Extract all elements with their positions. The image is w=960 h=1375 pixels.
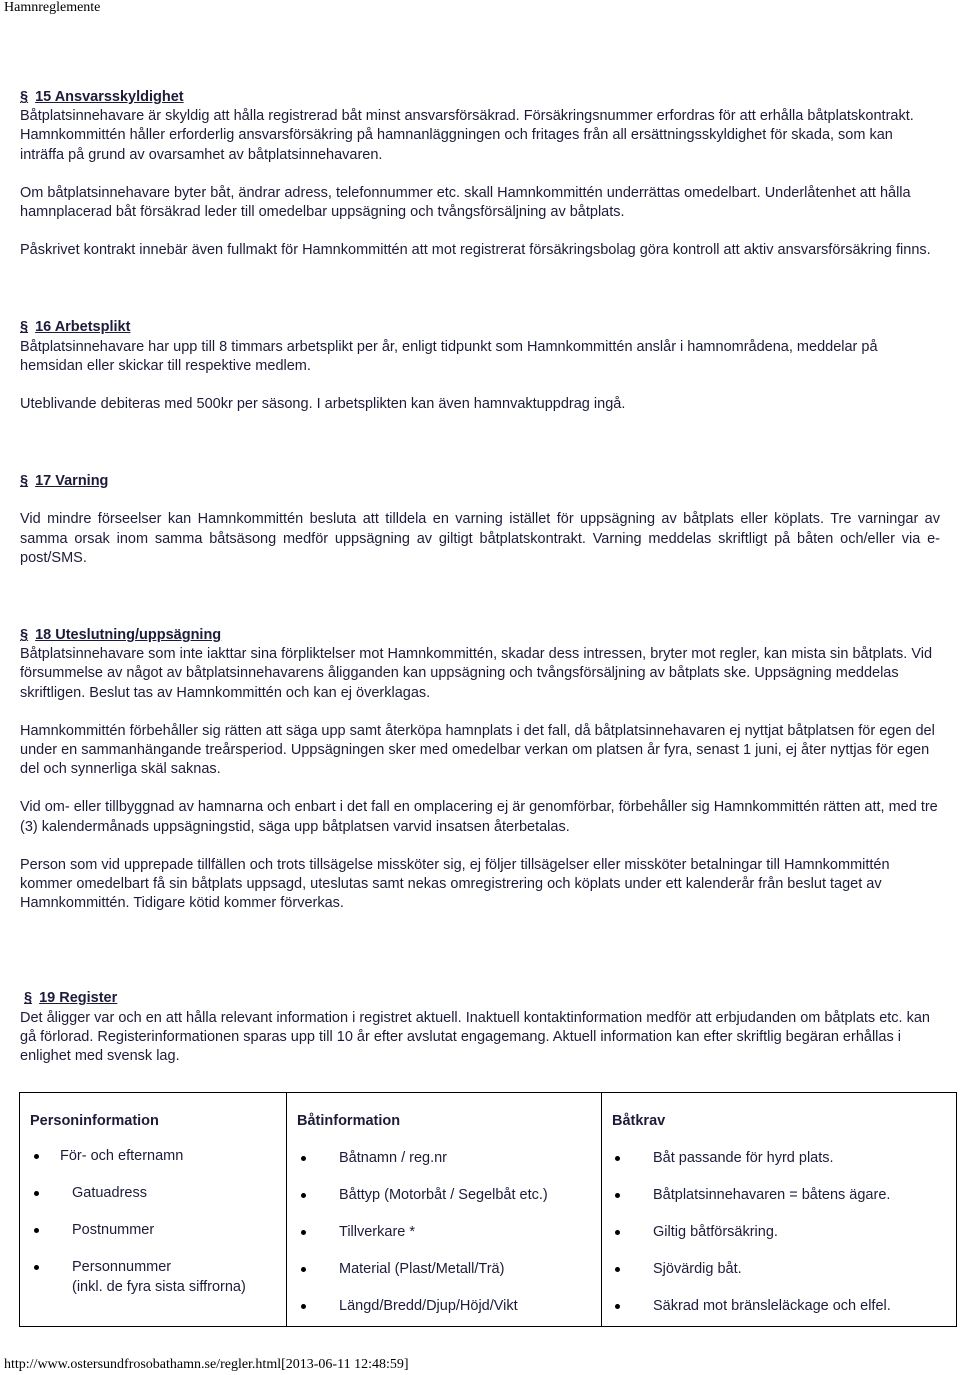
bullet-icon <box>301 1193 306 1198</box>
section-15-paragraph-2: Om båtplatsinnehavare byter båt, ändrar adress, telefonnummer etc. skall Hamnkommittén underrättas omedelbart. Underlåtenhet att hålla hamnplacerad båt försäkrad leder till omedelbar uppsägning och tvångsförsäljning av båtplats. <box>20 184 911 221</box>
bullet-icon <box>34 1191 39 1196</box>
column-heading: Båtinformation <box>297 1113 401 1129</box>
bullet-icon <box>615 1304 620 1309</box>
bullet-icon <box>301 1230 306 1235</box>
table-column-batkrav <box>602 1093 956 1326</box>
list-item-label: Postnummer <box>72 1222 155 1238</box>
section-18-title: 18 Uteslutning/uppsägning <box>35 627 222 644</box>
section-15 <box>20 88 940 260</box>
bullet-icon <box>301 1156 306 1161</box>
section-16-paragraph-2: Uteblivande debiteras med 500kr per säsong. I arbetsplikten kan även hamnvaktuppdrag ingå. <box>20 396 626 413</box>
list-item-continuation <box>72 1277 246 1297</box>
section-sign: § <box>20 627 29 644</box>
list-item-label: Längd/Bredd/Djup/Höjd/Vikt <box>339 1298 518 1314</box>
section-16-paragraph-1: Båtplatsinnehavare har upp till 8 timmars arbetsplikt per år, enligt tidpunkt som Hamnkommittén anslår i hamnområdena, meddelar på hemsidan eller skickar till respektive medlem. <box>20 338 878 374</box>
list-item-label: Säkrad mot bränsleläckage och elfel. <box>653 1298 891 1314</box>
column-heading: Båtkrav <box>612 1113 666 1129</box>
section-sign: § <box>20 473 29 490</box>
section-19 <box>20 989 940 1066</box>
section-sign: § <box>24 990 33 1007</box>
bullet-icon <box>615 1267 620 1272</box>
section-15-paragraph-1: Båtplatsinnehavare är skyldig att hålla registrerad båt minst ansvarsförsäkrad. Försäkringsnummer erfordras för att erhålla båtplatskontrakt. Hamnkommittén håller erforderlig ansvarsförsäkring på hamnanläggningen och fritages från all ersättningsskyldighet för skada, som kan inträffa på grund av ovarsamhet av båtplatsinnehavaren. <box>20 108 914 163</box>
section-17-paragraph-1: Vid mindre förseelser kan Hamnkommittén besluta att tilldela en varning istället för uppsägning av båtplats eller köplats. Tre varningar av samma orsak inom samma båtsäsong medför uppsägning av giltigt båtplatskontrakt. Varning meddelas skriftligt på båten och/eller via e-post/SMS. <box>20 511 940 566</box>
section-16-title: 16 Arbetsplikt <box>35 319 131 336</box>
list-item-label: För- och efternamn <box>60 1148 184 1164</box>
list-item-label: Båt passande för hyrd plats. <box>653 1150 834 1166</box>
list-item <box>339 1296 518 1316</box>
list-item <box>60 1146 183 1166</box>
column-heading: Personinformation <box>30 1113 159 1129</box>
section-18 <box>20 626 940 913</box>
list-item <box>339 1148 447 1168</box>
list-item-label: (inkl. de fyra sista siffrorna) <box>72 1279 246 1295</box>
section-18-heading <box>20 626 940 645</box>
list-item <box>72 1220 154 1240</box>
bullet-icon <box>615 1230 620 1235</box>
list-item <box>339 1222 415 1242</box>
section-19-paragraph-1: Det åligger var och en att hålla relevant information i registret aktuell. Inaktuell kontaktinformation medför att erbjudanden om båtplats etc. kan gå förlorad. Registerinformationen sparas upp till 10 år efter avslutat engagemang. Aktuell information kan efter skriftlig begäran erhållas i enlighet med svensk lag. <box>20 1009 930 1065</box>
list-item-label: Personnummer <box>72 1259 172 1275</box>
list-item <box>653 1296 891 1316</box>
list-item-label: Gatuadress <box>72 1185 147 1201</box>
section-17-heading <box>20 472 940 491</box>
list-item-label: Tillverkare * <box>339 1224 416 1240</box>
bullet-icon <box>301 1267 306 1272</box>
section-15-heading <box>20 88 940 107</box>
page-footer-url: http://www.ostersundfrosobathamn.se/regler.html[2013-06-11 12:48:59] <box>4 1357 409 1372</box>
bullet-icon <box>301 1304 306 1309</box>
list-item-label: Material (Plast/Metall/Trä) <box>339 1261 505 1277</box>
table-column-batinformation <box>287 1093 602 1326</box>
list-item-label: Båtnamn / reg.nr <box>339 1150 447 1166</box>
section-18-paragraph-3: Vid om- eller tillbyggnad av hamnarna och enbart i det fall en omplacering ej är genomförbar, förbehåller sig Hamnkommittén rätten att, med tre (3) kalendermånads uppsägningstid, säga upp båtplatsen varvid insatsen återbetalas. <box>20 799 938 835</box>
list-item <box>72 1257 171 1277</box>
bullet-icon <box>615 1156 620 1161</box>
list-item <box>653 1259 742 1279</box>
list-item <box>72 1183 147 1203</box>
list-item <box>339 1185 548 1205</box>
section-15-title: 15 Ansvarsskyldighet <box>35 89 184 105</box>
section-18-paragraph-4: Person som vid upprepade tillfällen och trots tillsägelse missköter sig, ej följer tillsägelser eller missköter betalningar till Hamnkommittén kommer omedelbart få sin båtplats uppsagd, uteslutas samt nekas omregistrering och köplats under ett kalenderår från beslut taget av Hamnkommittén. Tidigare kötid kommer förverkas. <box>20 856 890 912</box>
section-17 <box>20 472 940 568</box>
document-body <box>20 88 940 1066</box>
list-item-label: Giltig båtförsäkring. <box>653 1224 778 1240</box>
list-item <box>653 1222 778 1242</box>
section-18-paragraph-1: Båtplatsinnehavare som inte iakttar sina förpliktelser mot Hamnkommittén, skadar dess intressen, bryter mot regler, kan mista sin båtplats. Vid försummelse av något av båtplatsinnehavarens åligganden kan uppsägning och tvångsförsäljning av båtplats ske. Uppsägning meddelas skriftligen. Beslut tas av Hamnkommittén och kan ej överklagas. <box>20 646 933 701</box>
list-item <box>653 1185 890 1205</box>
section-18-paragraph-2: Hamnkommittén förbehåller sig rätten att säga upp samt återköpa hamnplats i det fall, då båtplatsinnehavaren ej nyttjat båtplatsen för egen del under en sammanhängande treårsperiod. Uppsägningen sker med omedelbar verkan om platsen år fyra, senast 1 juni, ej åter nyttjas för egen del och synnerliga skäl saknas. <box>20 722 935 778</box>
section-19-title: 19 Register <box>39 990 118 1007</box>
section-16-heading <box>20 318 940 337</box>
section-sign: § <box>20 89 29 105</box>
section-17-title: 17 Varning <box>35 473 109 490</box>
register-table <box>19 1092 957 1327</box>
list-item-label: Båttyp (Motorbåt / Segelbåt etc.) <box>339 1187 548 1203</box>
section-sign: § <box>20 319 29 336</box>
bullet-icon <box>34 1265 39 1270</box>
page-header: Hamnreglemente <box>4 0 101 15</box>
bullet-icon <box>34 1154 39 1159</box>
bullet-icon <box>615 1193 620 1198</box>
section-19-heading <box>20 989 940 1008</box>
list-item <box>339 1259 504 1279</box>
section-16 <box>20 318 940 414</box>
list-item-label: Sjövärdig båt. <box>653 1261 742 1277</box>
bullet-icon <box>34 1228 39 1233</box>
list-item-label: Båtplatsinnehavaren = båtens ägare. <box>653 1187 891 1203</box>
list-item <box>653 1148 834 1168</box>
section-15-paragraph-3: Påskrivet kontrakt innebär även fullmakt för Hamnkommittén att mot registrerat försäkringsbolag göra kontroll att aktiv ansvarsförsäkring finns. <box>20 242 931 259</box>
table-column-personinformation <box>20 1093 287 1326</box>
